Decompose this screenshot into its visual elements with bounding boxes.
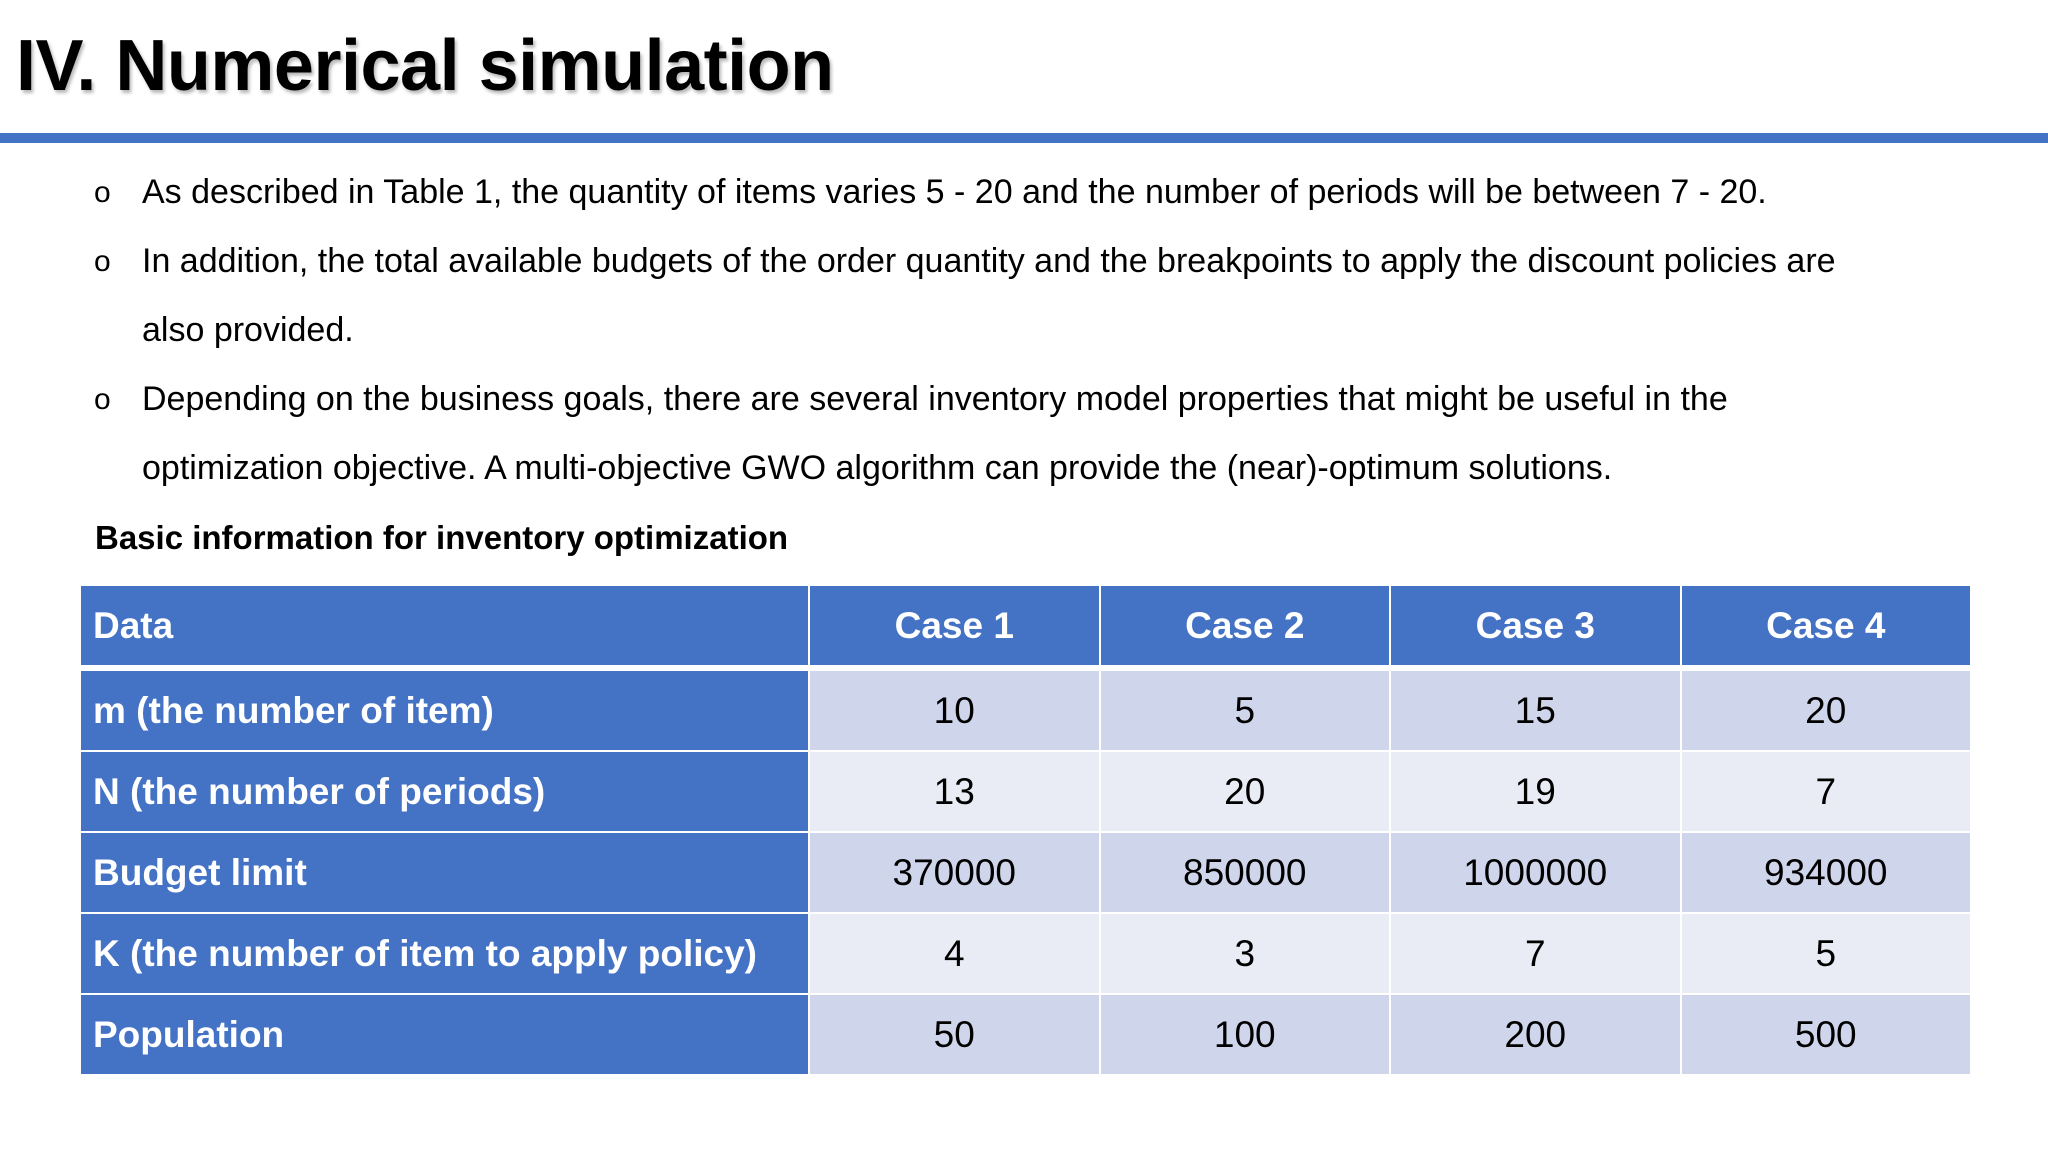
table-row xyxy=(80,668,1971,751)
table-caption: Basic information for inventory optimization xyxy=(95,519,789,556)
column-header-case-1: Case 1 xyxy=(809,585,1100,668)
bullet-text-line: In addition, the total available budgets of the order quantity and the breakpoints to apply the discount policies are xyxy=(142,242,1836,280)
table-row xyxy=(80,832,1971,913)
table-cell: 50 xyxy=(809,994,1100,1075)
slide-title: IV. Numerical simulation xyxy=(16,26,834,106)
table-cell: 3 xyxy=(1100,913,1391,994)
column-header-case-2: Case 2 xyxy=(1100,585,1391,668)
table-cell: 200 xyxy=(1390,994,1681,1075)
bullet-marker-icon: o xyxy=(94,245,111,278)
row-label: K (the number of item to apply policy) xyxy=(80,913,809,994)
table-cell: 1000000 xyxy=(1390,832,1681,913)
table-cell: 100 xyxy=(1100,994,1391,1075)
bullet-text-line: As described in Table 1, the quantity of items varies 5 - 20 and the number of periods will be between 7 - 20. xyxy=(142,173,1767,211)
bullet-item xyxy=(94,158,1994,227)
table-cell: 500 xyxy=(1681,994,1972,1075)
row-label: N (the number of periods) xyxy=(80,751,809,832)
table-row xyxy=(80,751,1971,832)
bullet-text-line: Depending on the business goals, there are several inventory model properties that might be useful in the xyxy=(142,380,1728,418)
table-cell: 19 xyxy=(1390,751,1681,832)
table-cell: 4 xyxy=(809,913,1100,994)
title-divider xyxy=(0,133,2048,143)
table-cell: 20 xyxy=(1681,668,1972,751)
table-cell: 5 xyxy=(1100,668,1391,751)
table-cell: 7 xyxy=(1681,751,1972,832)
table-header-row xyxy=(80,585,1971,668)
table-cell: 20 xyxy=(1100,751,1391,832)
table-cell: 370000 xyxy=(809,832,1100,913)
bullet-item xyxy=(94,227,1994,365)
column-header-case-4: Case 4 xyxy=(1681,585,1972,668)
table-cell: 10 xyxy=(809,668,1100,751)
column-header-data: Data xyxy=(80,585,809,668)
column-header-case-3: Case 3 xyxy=(1390,585,1681,668)
inventory-data-table xyxy=(79,584,1972,1076)
bullet-text-line: optimization objective. A multi-objective GWO algorithm can provide the (near)-optimum solutions. xyxy=(142,449,1613,487)
row-label: Population xyxy=(80,994,809,1075)
bullet-list xyxy=(94,158,1994,503)
bullet-item xyxy=(94,365,1994,503)
table-cell: 5 xyxy=(1681,913,1972,994)
table-cell: 850000 xyxy=(1100,832,1391,913)
table-cell: 13 xyxy=(809,751,1100,832)
row-label: Budget limit xyxy=(80,832,809,913)
table-cell: 7 xyxy=(1390,913,1681,994)
bullet-marker-icon: o xyxy=(94,176,111,209)
table-cell: 934000 xyxy=(1681,832,1972,913)
table-row xyxy=(80,994,1971,1075)
bullet-marker-icon: o xyxy=(94,383,111,416)
table-row xyxy=(80,913,1971,994)
row-label: m (the number of item) xyxy=(80,668,809,751)
bullet-text-line: also provided. xyxy=(142,311,354,349)
table-cell: 15 xyxy=(1390,668,1681,751)
